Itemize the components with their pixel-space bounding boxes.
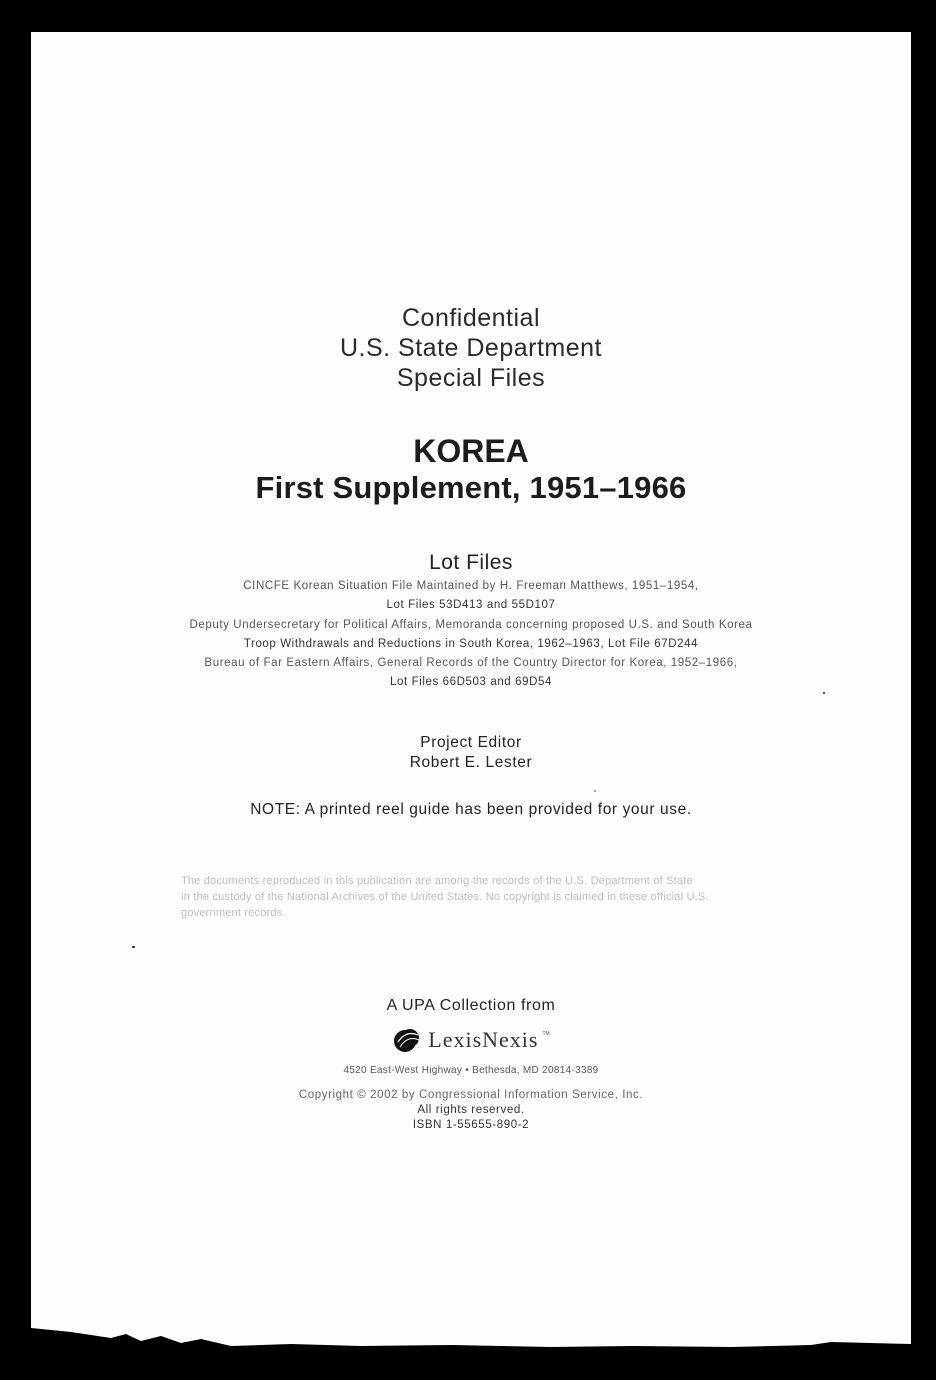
lot-files-section	[31, 550, 911, 693]
document-page	[31, 32, 911, 1348]
series-header	[31, 303, 911, 393]
header-line-1: Confidential	[401, 304, 541, 332]
scan-speck	[823, 692, 825, 694]
lexisnexis-wordmark: LexisNexis	[428, 1027, 539, 1052]
lexisnexis-knot-icon	[392, 1026, 424, 1054]
title-korea: KOREA	[413, 433, 529, 469]
publisher-section	[31, 996, 911, 1079]
disclaimer-line-1: The documents reproduced in this publication are among the records of the U.S. Department of State	[181, 875, 693, 887]
upa-collection-text: A UPA Collection from	[386, 997, 556, 1014]
lexisnexis-logo	[31, 1025, 911, 1055]
lot-file-line-1: CINCFE Korean Situation File Maintained by H. Freeman Matthews, 1951–1954,	[243, 580, 699, 592]
lot-file-line-3: Deputy Undersecretary for Political Affairs, Memoranda concerning proposed U.S. and South Korea	[189, 618, 753, 631]
title-supplement: First Supplement, 1951–1966	[255, 470, 687, 505]
torn-bottom-edge	[31, 1308, 911, 1348]
header-line-3: Special Files	[396, 364, 546, 392]
editor-name: Robert E. Lester	[409, 753, 533, 771]
disclaimer-line-3: government records.	[181, 907, 286, 919]
scan-speck	[132, 946, 135, 948]
copyright-line: Copyright © 2002 by Congressional Information Service, Inc.	[298, 1089, 644, 1101]
main-title	[31, 433, 911, 507]
scan-speck	[594, 790, 596, 792]
header-line-2: U.S. State Department	[339, 334, 602, 362]
isbn-line: ISBN 1-55655-890-2	[412, 1119, 530, 1131]
lot-file-line-6: Lot Files 66D503 and 69D54	[389, 676, 552, 689]
lot-files-heading: Lot Files	[429, 551, 513, 574]
project-editor	[31, 733, 911, 772]
reel-guide-note: NOTE: A printed reel guide has been provided for your use.	[250, 801, 692, 818]
note-section	[31, 800, 911, 820]
disclaimer-line-2: in the custody of the National Archives of the United States. No copyright is claimed in these official U.S.	[181, 891, 709, 903]
lot-file-line-2: Lot Files 53D413 and 55D107	[386, 599, 556, 612]
rights-reserved: All rights reserved.	[417, 1104, 525, 1116]
disclaimer	[181, 873, 751, 921]
publisher-address: 4520 East-West Highway • Bethesda, MD 20814-3389	[343, 1065, 599, 1076]
editor-label: Project Editor	[420, 734, 522, 751]
lot-file-line-5: Bureau of Far Eastern Affairs, General Records of the Country Director for Korea, 1952–1966,	[204, 657, 738, 670]
copyright-section	[31, 1088, 911, 1133]
lot-file-line-4: Troop Withdrawals and Reductions in South Korea, 1962–1963, Lot File 67D244	[243, 637, 699, 650]
trademark-mark: TM	[542, 1031, 550, 1037]
